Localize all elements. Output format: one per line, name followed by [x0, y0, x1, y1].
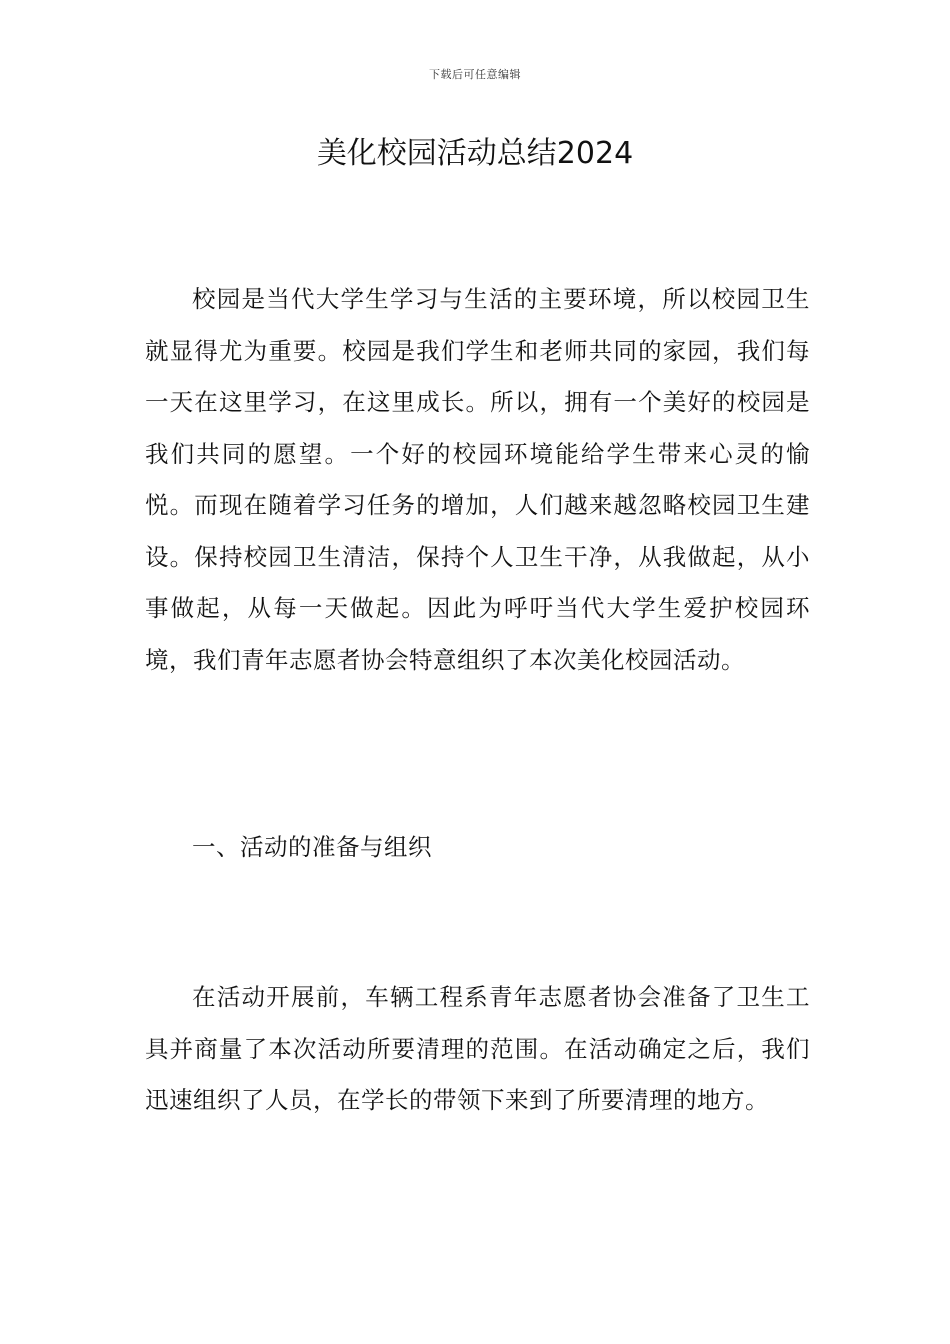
- section-heading: 一、活动的准备与组织: [192, 833, 432, 861]
- header-note: 下载后可任意编辑: [429, 68, 521, 81]
- intro-paragraph: 校园是当代大学生学习与生活的主要环境，所以校园卫生就显得尤为重要。校园是我们学生和老师共同的家园，我们每一天在这里学习，在这里成长。所以，拥有一个美好的校园是我们共同的愿望。一个好的校园环境能给学生带来心灵的愉悦。而现在随着学习任务的增加，人们越来越忽略校园卫生建设。保持校园卫生清洁，保持个人卫生干净，从我做起，从小事做起，从每一天做起。因此为呼吁当代大学生爱护校园环境，我们青年志愿者协会特意组织了本次美化校园活动。: [145, 285, 810, 674]
- preparation-paragraph: 在活动开展前，车辆工程系青年志愿者协会准备了卫生工具并商量了本次活动所要清理的范围。在活动确定之后，我们迅速组织了人员，在学长的带领下来到了所要清理的地方。: [145, 983, 810, 1114]
- document-title: 美化校园活动总结2024: [316, 136, 634, 171]
